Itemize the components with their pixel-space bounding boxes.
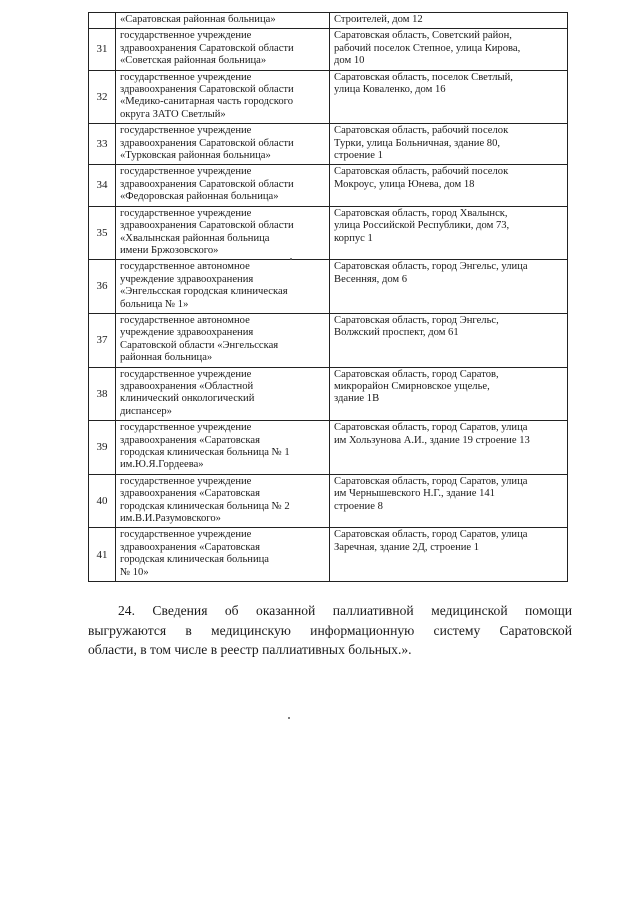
institution-name-line: государственное учреждение (120, 71, 252, 83)
scan-speck (288, 717, 290, 719)
institution-name-line: больница № 1» (120, 298, 189, 310)
institution-address (330, 474, 568, 528)
institution-name-line: государственное учреждение (120, 207, 252, 219)
institution-address-line: Саратовская область, город Энгельс, (334, 314, 499, 326)
institution-address-line: улица Российской Республики, дом 73, (334, 220, 510, 232)
institution-name-line: Саратовской области «Энгельсская (120, 339, 279, 351)
institution-address-line: Строителей, дом 12 (334, 14, 423, 25)
row-number: 35 (89, 206, 116, 260)
institution-address (330, 29, 568, 70)
institution-name-line: городская клиническая больница № 2 (120, 500, 290, 512)
institution-name-line: государственное учреждение (120, 368, 252, 380)
institution-address-line: им Чернышевского Н.Г., здание 141 (334, 488, 495, 500)
institution-name-line: «Федоровская районная больница» (120, 191, 279, 203)
institution-name-line: им.В.И.Разумовского» (120, 513, 221, 525)
institution-name (116, 13, 330, 29)
institution-name-line: клинический онкологический (120, 393, 255, 405)
institution-address (330, 528, 568, 582)
institution-address (330, 367, 568, 421)
institution-name (116, 367, 330, 421)
institution-address (330, 13, 568, 29)
institution-name-line: здравоохранения Саратовской области (120, 137, 294, 149)
institution-name (116, 206, 330, 260)
institution-address (330, 260, 568, 314)
closing-paragraph (88, 601, 572, 660)
institution-address (330, 124, 568, 165)
institution-name (116, 29, 330, 70)
institution-name-line: районная больница» (120, 352, 213, 364)
institution-name-line: государственное учреждение (120, 166, 252, 178)
institution-name-line: государственное учреждение (120, 529, 252, 541)
institution-name-line: учреждение здравоохранения (120, 327, 254, 339)
institution-address-line: Саратовская область, город Саратов, улица (334, 475, 528, 487)
institution-name-line: «Энгельсская городская клиническая (120, 286, 288, 298)
table-row (89, 260, 568, 314)
table-row (89, 474, 568, 528)
table-row (89, 313, 568, 367)
institution-address-line: Волжский проспект, дом 61 (334, 327, 459, 339)
institution-address (330, 206, 568, 260)
institution-address-line: Саратовская область, Советский район, (334, 30, 512, 42)
row-number: 36 (89, 260, 116, 314)
institution-name (116, 70, 330, 124)
row-number: 31 (89, 29, 116, 70)
table-row (89, 206, 568, 260)
table-body (89, 13, 568, 582)
institution-address-line: Мокроус, улица Юнева, дом 18 (334, 178, 475, 190)
institution-name (116, 124, 330, 165)
institution-address-line: строение 8 (334, 500, 383, 512)
institution-address-line: Весенняя, дом 6 (334, 273, 408, 285)
institution-address-line: Саратовская область, город Энгельс, улица (334, 261, 528, 273)
institution-name-line: здравоохранения Саратовской области (120, 178, 294, 190)
institution-address-line: корпус 1 (334, 232, 373, 244)
table-row (89, 29, 568, 70)
institution-name-line: № 10» (120, 566, 149, 578)
institution-name-line: здравоохранения Саратовской области (120, 220, 294, 232)
institution-name-line: диспансер» (120, 405, 172, 417)
institution-name-line: им.Ю.Я.Гордеева» (120, 459, 204, 471)
institution-address-line: Саратовская область, город Саратов, улица (334, 529, 528, 541)
institution-address-line: Саратовская область, поселок Светлый, (334, 71, 513, 83)
table-row (89, 165, 568, 206)
institution-address-line: Саратовская область, город Хвалынск, (334, 207, 508, 219)
table-row (89, 13, 568, 29)
row-number: 37 (89, 313, 116, 367)
institution-address-line: Саратовская область, город Саратов, улица (334, 422, 528, 434)
institution-address-line: здание 1В (334, 393, 380, 405)
institution-address-line: Саратовская область, рабочий поселок (334, 125, 509, 137)
institution-name-line: государственное учреждение (120, 422, 252, 434)
institution-name-line: государственное учреждение (120, 30, 252, 42)
table-row (89, 367, 568, 421)
institution-name-line: округа ЗАТО Светлый» (120, 108, 226, 120)
institution-name-line: «Турковская районная больница» (120, 150, 271, 162)
institution-address (330, 165, 568, 206)
institution-name-line: «Хвалынская районная больница (120, 232, 270, 244)
table-row (89, 70, 568, 124)
scan-speck (290, 258, 292, 260)
institution-name-line: здравоохранения «Саратовская (120, 434, 260, 446)
institution-address-line: Заречная, здание 2Д, строение 1 (334, 541, 480, 553)
row-number: 32 (89, 70, 116, 124)
institutions-table (88, 12, 568, 582)
institution-name-line: городская клиническая больница (120, 554, 269, 566)
row-number: 33 (89, 124, 116, 165)
institution-name (116, 421, 330, 475)
institution-name-line: здравоохранения Саратовской области (120, 84, 294, 96)
institution-address-line: Саратовская область, город Саратов, (334, 368, 499, 380)
row-number: 39 (89, 421, 116, 475)
row-number (89, 13, 116, 29)
institution-name-line: имени Бржозовского» (120, 244, 219, 256)
institution-name (116, 260, 330, 314)
institution-name-line: учреждение здравоохранения (120, 273, 254, 285)
institution-address (330, 313, 568, 367)
institution-address-line: Саратовская область, рабочий поселок (334, 166, 509, 178)
institution-name (116, 313, 330, 367)
institution-name (116, 165, 330, 206)
institution-name (116, 528, 330, 582)
row-number: 41 (89, 528, 116, 582)
institution-name-line: городская клиническая больница № 1 (120, 447, 290, 458)
institution-name-line: «Медико-санитарная часть городского (120, 96, 294, 108)
institution-name-line: государственное учреждение (120, 125, 252, 137)
institution-address-line: строение 1 (334, 150, 383, 162)
institution-address-line: улица Коваленко, дом 16 (334, 84, 446, 96)
institution-name-line: «Советская районная больница» (120, 55, 267, 67)
institution-name-line: здравоохранения Саратовской области (120, 42, 294, 54)
institution-address-line: дом 10 (334, 55, 365, 67)
institution-address-line: рабочий поселок Степное, улица Кирова, (334, 42, 521, 54)
institution-name-line: здравоохранения «Саратовская (120, 541, 260, 553)
paragraph-line: выгружаются в медицинскую информационную систему Саратовской (88, 622, 572, 638)
institution-address-line: им Хользунова А.И., здание 19 строение 13 (334, 434, 530, 446)
institution-name-line: государственное автономное (120, 314, 250, 326)
institution-name-line: государственное автономное (120, 261, 250, 273)
row-number: 38 (89, 367, 116, 421)
institution-name (116, 474, 330, 528)
institution-name-line: здравоохранения «Областной (120, 380, 254, 392)
paragraph-line: 24. Сведения об оказанной паллиативной медицинской помощи (118, 603, 572, 618)
institution-address-line: микрорайон Смирновское ущелье, (334, 380, 490, 392)
table-row (89, 124, 568, 165)
institution-address (330, 70, 568, 124)
table-row (89, 421, 568, 475)
institution-address (330, 421, 568, 475)
row-number: 40 (89, 474, 116, 528)
institution-name-line: государственное учреждение (120, 475, 252, 487)
row-number: 34 (89, 165, 116, 206)
institution-name-line: здравоохранения «Саратовская (120, 488, 260, 500)
table-row (89, 528, 568, 582)
institution-address-line: Турки, улица Больничная, здание 80, (334, 137, 501, 149)
institution-name-line: «Саратовская районная больница» (120, 14, 276, 25)
paragraph-line: области, в том числе в реестр паллиативных больных.». (88, 642, 412, 657)
